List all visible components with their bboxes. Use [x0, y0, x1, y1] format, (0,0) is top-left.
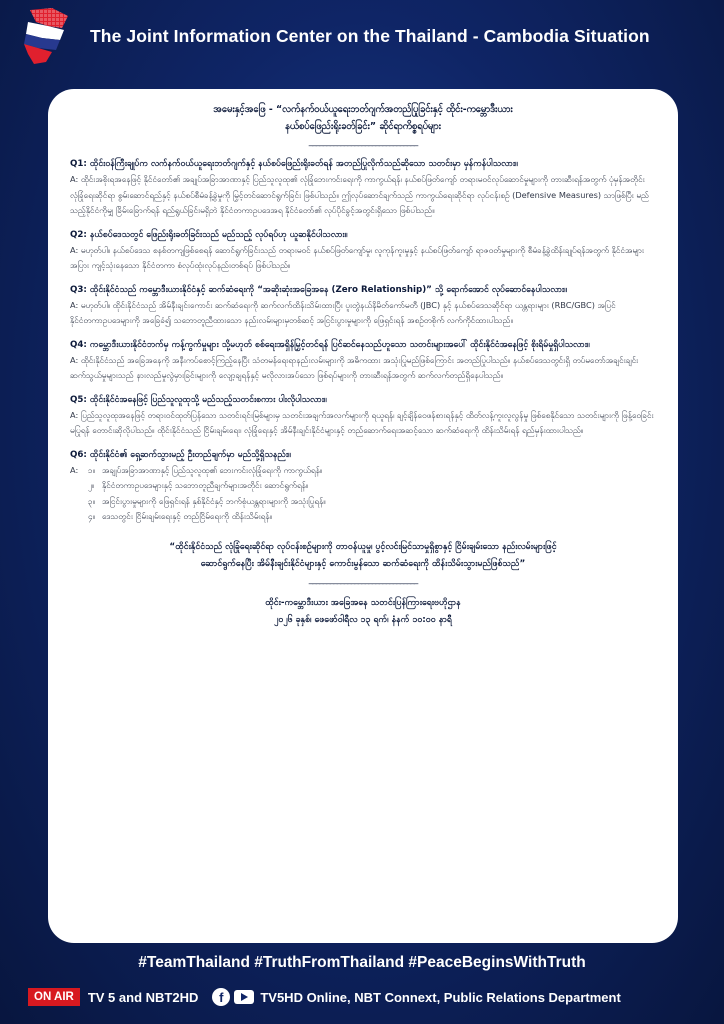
- answer: A: ထိုင်းအစိုးရအနေဖြင့် နိုင်ငံတော်၏ အချုပ်အခြာအာဏာနှင့် ပြည်သူလူထု၏ လုံခြုံဘေးကင်းရေးကို ကာကွယ်ရန်၊ နယ်စပ်ဖြတ်ကျော် တရားမဝင်လုပ်ဆောင်မှုများကို တားဆီးရန်အတွက် ပုံမှန်အတိုင်း လုံခြုံရေးဆိုင်ရာ စွမ်းဆောင်ရည်နှင့် နယ်စပ်စီမံခန့်ခွဲမှုကို မြှင့်တင်ဆောင်ရွက်ခြင်း ဖြစ်ပါသည်။ ဤလုပ်ဆောင်ချက်သည် ကာကွယ်ရေးဆိုင်ရာ လုပ်ငန်းစဉ် (Defensive Measures) သာဖြစ်ပြီး မည်သည့်နိုင်ငံကိုမျှ ခြိမ်းခြောက်ရန် ရည်ရွယ်ခြင်းမရှိဘဲ နိုင်ငံတကာဥပဒေအရ နိုင်ငံတော်၏ လုပ်ပိုင်ခွင့်အတွင်းရှိသော ဖြစ်ပါသည်။: [70, 174, 649, 215]
- facebook-icon[interactable]: f: [212, 988, 230, 1006]
- signature-block: [70, 595, 656, 629]
- document-title: [70, 101, 656, 135]
- question: Q6: ထိုင်းနိုင်ငံ၏ ရှေ့ဆက်သွားမည့် ဦးတည်ချက်မှာ မည်သို့ရှိသနည်း။: [70, 449, 291, 460]
- list-number: ၂။: [88, 480, 95, 490]
- answer: A: ပြည်သူလူထုအနေဖြင့် တရားဝင်ထုတ်ပြန်သော သတင်းရင်းမြစ်များမှ သတင်းအချက်အလက်များကို ရယူရန်၊ ချင့်ချိန်ဝေဖန်စားရန်နှင့် ထိတ်လန့်ကူးလူလွန်မှု ဖြစ်စေနိုင်သော သတင်းများကို ဖြန့်ဝေခြင်းမပြုရန် တောင်းဆိုလိုပါသည်။ ထိုင်းနိုင်ငံသည် ငြိမ်းချမ်းရေး၊ လုံခြုံရေးနှင့် အိမ်နီးချင်းနိုင်ငံများနှင့် တည်ဆောက်ရေးအဆင့်သော ဆက်ဆံရေးကို ထိန်းသိမ်းရန် ရည်မှန်းထားပါသည်။: [70, 409, 654, 435]
- youtube-icon[interactable]: [234, 990, 254, 1004]
- list-text: နိုင်ငံတကာဥပဒေများနှင့် သဘောတူညီချက်များအတိုင်း ဆောင်ရွက်ရန်။: [102, 480, 309, 490]
- online-channels: TV5HD Online, NBT Connext, Public Relations Department: [260, 989, 621, 1005]
- thai-flag-map-logo: [12, 6, 74, 68]
- qa-item-2: [70, 228, 656, 274]
- list-number: ၁။: [88, 464, 96, 475]
- document-card: [48, 89, 678, 943]
- qa-item-1: [70, 157, 656, 219]
- hashtags: #TeamThailand #TruthFromThailand #PeaceBeginsWithTruth: [138, 954, 586, 971]
- list-item: [70, 494, 656, 510]
- closing-line-2: ဆောင်ရွက်နေပြီး အိမ်နီးချင်းနိုင်ငံများနှင့် ကောင်းမွန်သော ဆက်ဆံရေးကို ထိန်းသိမ်းသွားမည်ဖြစ်သည်”: [200, 558, 526, 569]
- tv-channels: TV 5 and NBT2HD: [87, 989, 199, 1005]
- qa-item-5: [70, 393, 656, 439]
- list-item: [70, 463, 656, 479]
- divider: _______________________________: [308, 137, 418, 147]
- question: Q5: ထိုင်းနိုင်ငံအနေဖြင့် ပြည်သူလူထုသို့ မည်သည့်သတင်းစကား ပါးလိုပါသလား။: [70, 394, 327, 405]
- footer-bar: [28, 984, 714, 1010]
- answer-label: A:: [70, 464, 79, 475]
- qa-item-4: [70, 338, 656, 384]
- list-text: ဒေသတွင်း ငြိမ်းချမ်းရေးနှင့် တည်ငြိမ်ရေးကို ထိန်းသိမ်းရန်။: [102, 511, 273, 521]
- list-number: ၄။: [88, 511, 96, 521]
- question: Q2: နယ်စပ်ဒေသတွင် ဖြေည်းရိုးခတ်ခြင်းသည် မည်သည့် လုပ်ရပ်ဟု ယူဆနိုင်ပါသလား။: [70, 229, 348, 240]
- answer: A: ထိုင်းနိုင်ငံသည် အခြေအနေကို အနီးကပ်စောင့်ကြည့်နေပြီး သံတမန်ရေးရာနည်းလမ်းများကို အဓိကထား အသုံးပြုမည်ဖြစ်ကြောင်း အတည်ပြုပါသည်။ နယ်စပ်ဒေသတွင်းရှိ တပ်မတော်အချင်းချင်း ဆက်သွယ်မှုများသည် နားလည်မှုလွဲမှားခြင်းများကို လျော့ချရန်နှင့် မလိုလားအပ်သော ဖြစ်ရပ်များကို တားဆီးရန်အတွက် ဆက်လက်တည်ရှိနေပါသည်။: [70, 354, 639, 380]
- title-line-1: အမေးနှင့်အဖြေ - “လက်နက်ဝယ်ယူရေးဘတ်ဂျက်အတည်ပြုခြင်းနှင့် ထိုင်း-ကမ္ဘောဒီးယား: [213, 104, 513, 115]
- list-text: အချုပ်အခြာအာဏာနှင့် ပြည်သူလူထု၏ ဘေးကင်းလုံခြုံရေးကို ကာကွယ်ရန်။: [102, 464, 323, 475]
- social-icons: [212, 988, 254, 1006]
- answer: A: မဟုတ်ပါ။ ထိုင်းနိုင်ငံသည် အိမ်နီးချင်းကောင်း ဆက်ဆံရေးကို ဆက်လက်ထိန်းသိမ်းထားပြီး ပူးတွဲနယ်နိမိတ်ကော်မတီ (JBC) နှင့် နယ်စပ်ဒေသဆိုင်ရာ ယန္တရားများ (RBC/GBC) အပြင် နိုင်ငံတကာဥပဒေများကို အခြေခံ၍ သဘောတူညီထားသော နည်းလမ်းများမှတစ်ဆင့် အငြင်းပွားမှုများကို ဖြေရှင်းရန် အစဉ်တစိုက် လက်ကိုင်ထားပါသည်။: [70, 299, 616, 325]
- closing-line-1: “ထိုင်းနိုင်ငံသည် လုံခြုံရေးဆိုင်ရာ လုပ်ငန်းစဉ်များကို တာဝန်ယူမှု၊ ပွင့်လင်းမြင်သာမှုရှိစွာနှင့် ငြိမ်းချမ်းသော နည်းလမ်းများဖြင့်: [169, 541, 557, 552]
- qa-item-6: [70, 448, 656, 525]
- header-title: The Joint Information Center on the Thailand - Cambodia Situation: [90, 26, 650, 46]
- question: Q3: ထိုင်းနိုင်ငံသည် ကမ္ဘောဒီးယားနိုင်ငံနှင့် ဆက်ဆံရေးကို “အဆိုးဆုံးအခြေအနေ (Zero Relationship)” သို့ ရောက်အောင် လုပ်ဆောင်နေပါသလား။: [70, 284, 567, 295]
- list-number: ၃။: [88, 495, 96, 506]
- question: Q1: ထိုင်းဝန်ကြီးချုပ်က လက်နက်ဝယ်ယူရေးဘတ်ဂျက်နှင့် နယ်စပ်ဖြေည်းရိုးခတ်ရန် အတည်ပြုလိုက်သည်ဆိုသော သတင်းမှာ မှန်ကန်ပါသလား။: [70, 159, 518, 169]
- on-air-badge: ON AIR: [28, 988, 80, 1006]
- title-line-2: နယ်စပ်ဖြေည်းရိုးခတ်ခြင်း” ဆိုင်ရာကိစ္စရပ်များ: [285, 121, 441, 132]
- divider-2: _______________________________: [308, 574, 418, 585]
- answer: A: မဟုတ်ပါ။ နယ်စပ်ဒေသ စနစ်တကျဖြစ်စေရန် ဆောင်ရွက်ခြင်းသည် တရားမဝင် နယ်စပ်ဖြတ်ကျော်မှု၊ လူကုန်ကူးမှုနှင့် နယ်စပ်ဖြတ်ကျော် ရာဇဝတ်မှုများကို စီမံခန့်ခွဲထိန်းချုပ်ရန်အတွက် နိုင်ငံအများအပြား ကျင့်သုံးနေသော နိုင်ငံတကာ စံလုပ်ထုံးလုပ်နည်းတစ်ရပ် ဖြစ်ပါသည်။: [70, 244, 644, 270]
- issuer-name: ထိုင်း-ကမ္ဘောဒီးယား အခြေအနေ သတင်းပြန်ကြားရေးဗဟိုဌာန: [265, 597, 461, 608]
- closing-statement: [70, 539, 656, 573]
- list-text: အငြင်းပွားမှုများကို ဖြေရှင်းရန် နှစ်နိုင်ငံနှင့် ဘက်စုံယန္တရားများကို အသုံးပြုရန်။: [102, 495, 326, 506]
- answer-list: [70, 463, 656, 525]
- list-item: [70, 478, 656, 494]
- list-item: [70, 509, 656, 525]
- qa-item-3: [70, 283, 656, 329]
- question: Q4: ကမ္ဘောဒီးယားနိုင်ငံဘက်မှ ကန့်ကွက်မှုများ သို့မဟုတ် စစ်ရေးအရှိန်မြှင့်တင်ရန် ပြင်ဆင်နေသည်ဟူသော သတင်းများအပေါ် ထိုင်းနိုင်ငံအနေဖြင့် စိုးရိမ်မှုရှိပါသလား။: [70, 339, 590, 350]
- issue-date: ၂၀၂၆ ခုနှစ်၊ ဖေဖော်ဝါရီလ ၁၃ ရက်၊ နံနက် ၁၀:၀၀ နာရီ: [274, 614, 452, 625]
